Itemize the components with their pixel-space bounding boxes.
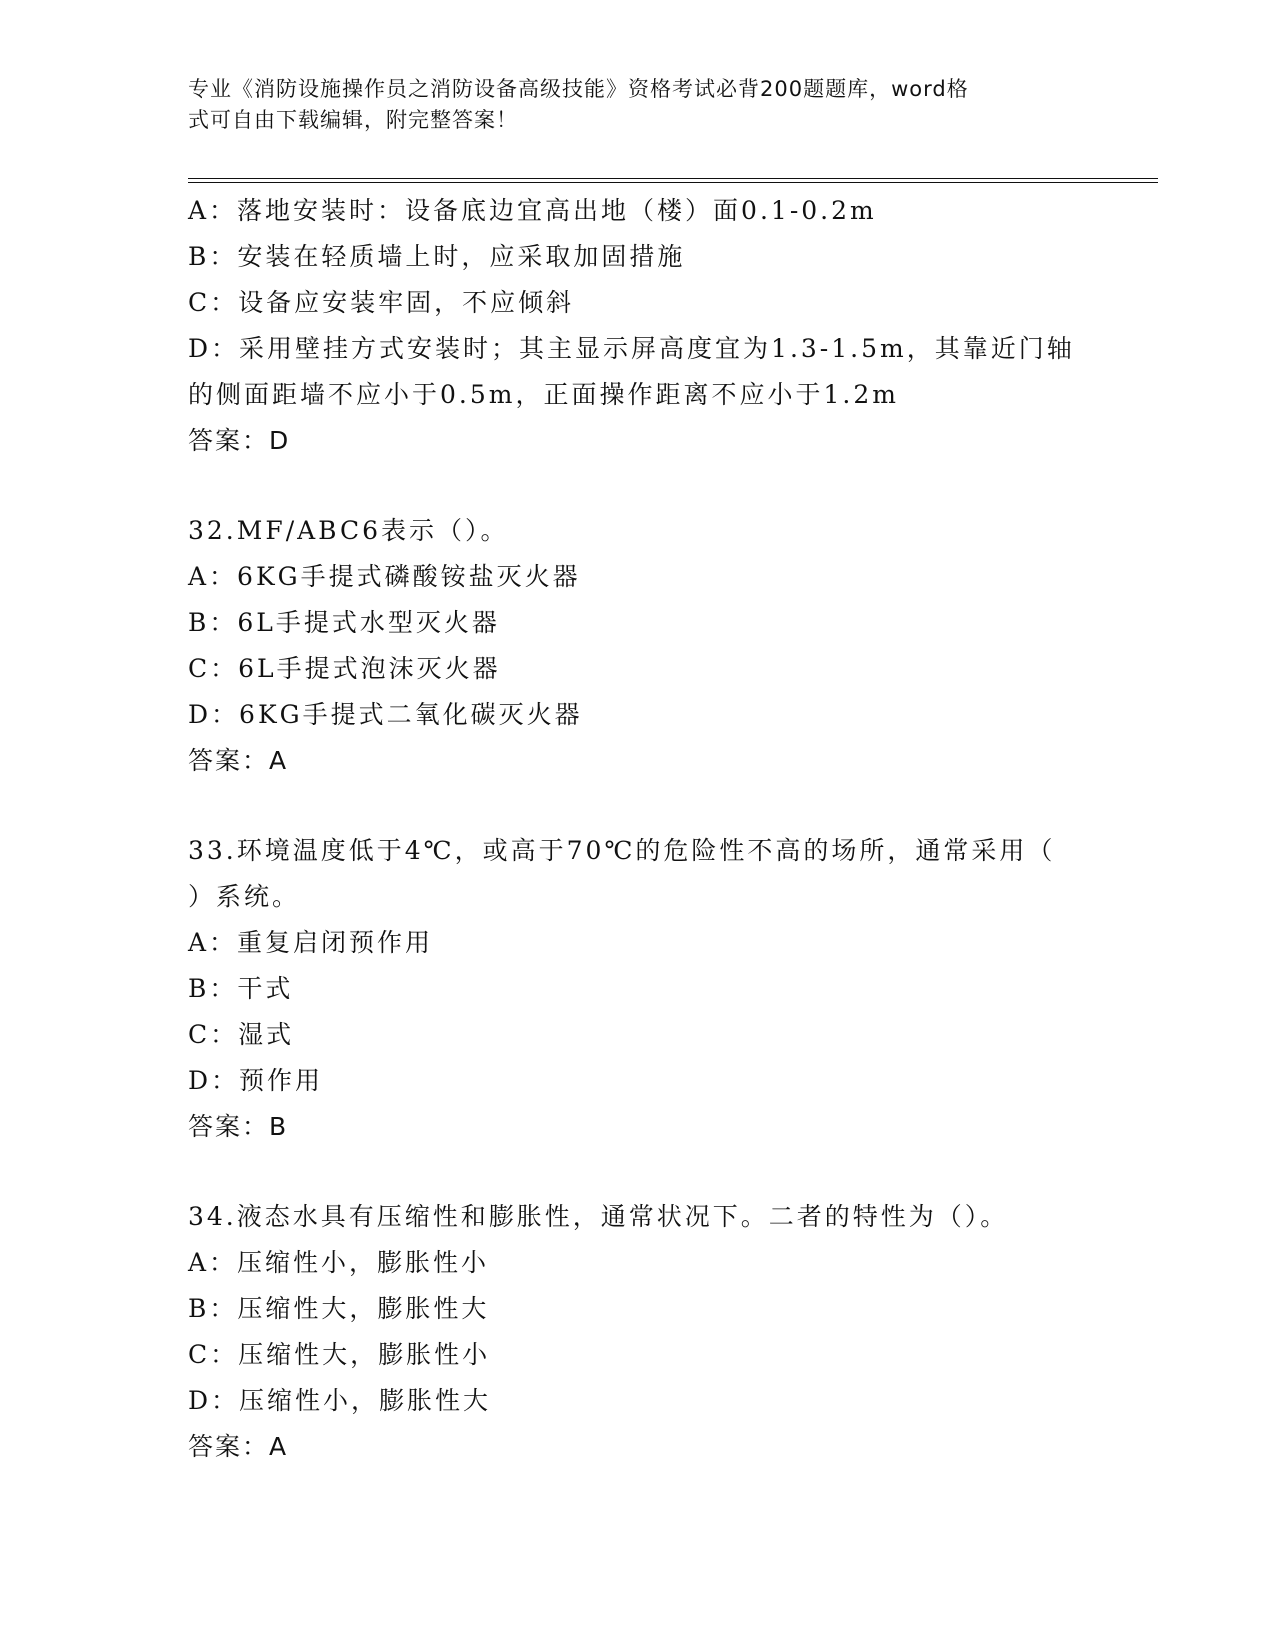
option-c: C：湿式 — [188, 1020, 295, 1049]
header-line-2: 式可自由下载编辑，附完整答案！ — [188, 108, 518, 132]
answer: 答案：A — [188, 746, 289, 775]
option-b: B：压缩性大，膨胀性大 — [188, 1294, 490, 1323]
header-divider-bottom — [188, 182, 1158, 183]
document-header — [188, 74, 1088, 136]
option-b: B：安装在轻质墙上时，应采取加固措施 — [188, 242, 686, 271]
question-stem: 32.MF/ABC6表示（）。 — [188, 516, 509, 545]
spacer — [188, 464, 1088, 508]
question-34 — [188, 1194, 1088, 1470]
option-c: C：6L手提式泡沫灭火器 — [188, 654, 501, 683]
option-b: B：6L手提式水型灭火器 — [188, 608, 500, 637]
question-stem-continued: ）系统。 — [188, 882, 301, 911]
question-32 — [188, 508, 1088, 784]
option-a: A：落地安装时：设备底边宜高出地（楼）面0.1-0.2m — [188, 196, 877, 225]
option-a: A：压缩性小，膨胀性小 — [188, 1248, 490, 1277]
option-d: D：采用壁挂方式安装时；其主显示屏高度宜为1.3-1.5m，其靠近门轴 — [188, 334, 1075, 363]
question-33 — [188, 828, 1088, 1150]
answer: 答案：D — [188, 426, 291, 455]
answer: 答案：A — [188, 1432, 289, 1461]
option-d: D：压缩性小，膨胀性大 — [188, 1386, 492, 1415]
option-b: B：干式 — [188, 974, 294, 1003]
option-a: A：6KG手提式磷酸铵盐灭火器 — [188, 562, 581, 591]
answer: 答案：B — [188, 1112, 289, 1141]
header-divider-top — [188, 178, 1158, 179]
option-c: C：压缩性大，膨胀性小 — [188, 1340, 491, 1369]
header-line-1: 专业《消防设施操作员之消防设备高级技能》资格考试必背200题题库，word格 — [188, 77, 969, 101]
option-d-continued: 的侧面距墙不应小于0.5m，正面操作距离不应小于1.2m — [188, 380, 899, 409]
question-stem: 33.环境温度低于4℃，或高于70℃的危险性不高的场所，通常采用（ — [188, 836, 1056, 865]
spacer — [188, 1150, 1088, 1194]
option-a: A：重复启闭预作用 — [188, 928, 434, 957]
option-c: C：设备应安装牢固，不应倾斜 — [188, 288, 575, 317]
question-stem: 34.液态水具有压缩性和膨胀性，通常状况下。二者的特性为（）。 — [188, 1202, 1009, 1231]
question-31 — [188, 188, 1088, 464]
spacer — [188, 784, 1088, 828]
option-d: D：预作用 — [188, 1066, 324, 1095]
option-d: D：6KG手提式二氧化碳灭火器 — [188, 700, 583, 729]
question-list — [188, 188, 1088, 1470]
